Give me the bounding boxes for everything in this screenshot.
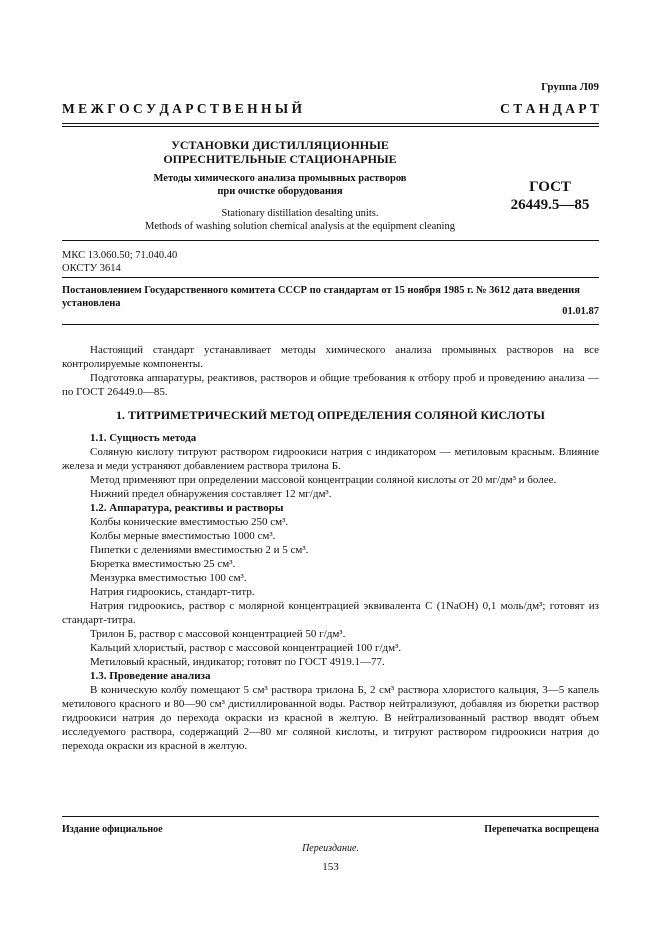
subsection-1-2-heading: 1.2. Аппаратура, реактивы и растворы: [90, 502, 284, 514]
decree-text: Постановлением Государственного комитета СССР по стандартам от 15 ноября 1985 г. № 3612 дата введения установлена: [62, 285, 580, 309]
group-code: Группа Л09: [541, 81, 599, 93]
subtitle-line-2: при очистке оборудования: [217, 186, 343, 197]
intro-paragraph-2: Подготовка аппаратуры, реактивов, растворов и общие требования к отбору проб и проведению анализа — по ГОСТ 26449.0—85.: [62, 372, 599, 398]
gost-number: [500, 178, 600, 214]
reprint-prohibited: Перепечатка воспрещена: [484, 824, 599, 835]
standard-banner: [62, 101, 599, 117]
codes-rule: [62, 277, 599, 278]
list-item: Трилон Б, раствор с массовой концентрацией 50 г/дм³.: [90, 628, 346, 640]
banner-left: М Е Ж Г О С У Д А Р С Т В Е Н Н Ы Й: [62, 101, 303, 116]
document-title: [150, 138, 410, 166]
method-range: Метод применяют при определении массовой концентрации соляной кислоты от 20 мг/дм³ и более.: [90, 474, 557, 486]
intro-paragraph-1: Настоящий стандарт устанавливает методы химического анализа промывных растворов на все контролируемые компоненты.: [62, 344, 599, 370]
title-rule: [62, 240, 599, 241]
section-1-heading: 1. ТИТРИМЕТРИЧЕСКИЙ МЕТОД ОПРЕДЕЛЕНИЯ СОЛЯНОЙ КИСЛОТЫ: [116, 408, 545, 422]
list-item: Мензурка вместимостью 100 см³.: [90, 572, 247, 584]
document-body: [62, 343, 599, 753]
list-item: Натрия гидроокись, стандарт-титр.: [90, 586, 255, 598]
official-edition: Издание официальное: [62, 824, 163, 835]
title-line-1: УСТАНОВКИ ДИСТИЛЛЯЦИОННЫЕ: [171, 138, 389, 152]
list-item: Бюретка вместимостью 25 см³.: [90, 558, 236, 570]
subsection-1-3-heading: 1.3. Проведение анализа: [90, 670, 211, 682]
detection-limit: Нижний предел обнаружения составляет 12 мг/дм³.: [90, 488, 332, 500]
reissue-note: Переиздание.: [302, 843, 359, 854]
page-number: 153: [322, 861, 339, 873]
header-rule-top: [62, 123, 599, 124]
list-item: Колбы мерные вместимостью 1000 см³.: [90, 530, 276, 542]
method-essence: Соляную кислоту титруют раствором гидроокиси натрия с индикатором — метиловым красным. Влияние железа и меди устраняют добавлением раствора трилона Б.: [62, 446, 599, 472]
english-title: [100, 207, 500, 233]
okstu-code: ОКСТУ 3614: [62, 263, 121, 274]
english-title-line-1: Stationary distillation desalting units.: [221, 208, 379, 219]
gost-label: ГОСТ: [529, 179, 571, 195]
list-item: Колбы конические вместимостью 250 см³.: [90, 516, 289, 528]
gost-code: 26449.5—85: [510, 197, 590, 213]
header-rule-bottom: [62, 126, 599, 127]
footer-rule: [62, 816, 599, 817]
classification-codes: [62, 249, 177, 275]
decree-rule: [62, 324, 599, 325]
list-item: Метиловый красный, индикатор; готовят по ГОСТ 4919.1—77.: [90, 656, 385, 668]
document-subtitle: [150, 172, 410, 198]
title-line-2: ОПРЕСНИТЕЛЬНЫЕ СТАЦИОНАРНЫЕ: [163, 152, 397, 166]
subsection-1-1-heading: 1.1. Сущность метода: [90, 432, 197, 444]
analysis-procedure: В коническую колбу помещают 5 см³ раствора трилона Б, 2 см³ раствора хлористого кальция, 3—5 капель метилового красного и 80—90 см³ дистиллированной воды. Раствор нейтрализуют, добавляя из бюретки раствор гидроокиси натрия до перехода окраски из красной в желтую. В нейтрализованный раствор вводят объем исследуемого раствора, содержащий 2—80 мг соляной кислоты, и титруют раствором гидроокиси натрия до перехода окраски из красной в желтую.: [62, 684, 599, 752]
list-item: Натрия гидроокись, раствор с молярной концентрацией эквивалента C (1NaOH) 0,1 моль/дм³; готовят из стандарт-титра.: [62, 600, 599, 626]
list-item: Пипетки с делениями вместимостью 2 и 5 см³.: [90, 544, 309, 556]
effective-date: 01.01.87: [562, 306, 599, 317]
subtitle-line-1: Методы химического анализа промывных растворов: [153, 173, 407, 184]
mks-code: МКС 13.060.50; 71.040.40: [62, 250, 178, 261]
list-item: Кальций хлористый, раствор с массовой концентрацией 100 г/дм³.: [90, 642, 402, 654]
english-title-line-2: Methods of washing solution chemical analysis at the equipment cleaning: [145, 221, 455, 232]
banner-right: С Т А Н Д А Р Т: [500, 101, 599, 116]
